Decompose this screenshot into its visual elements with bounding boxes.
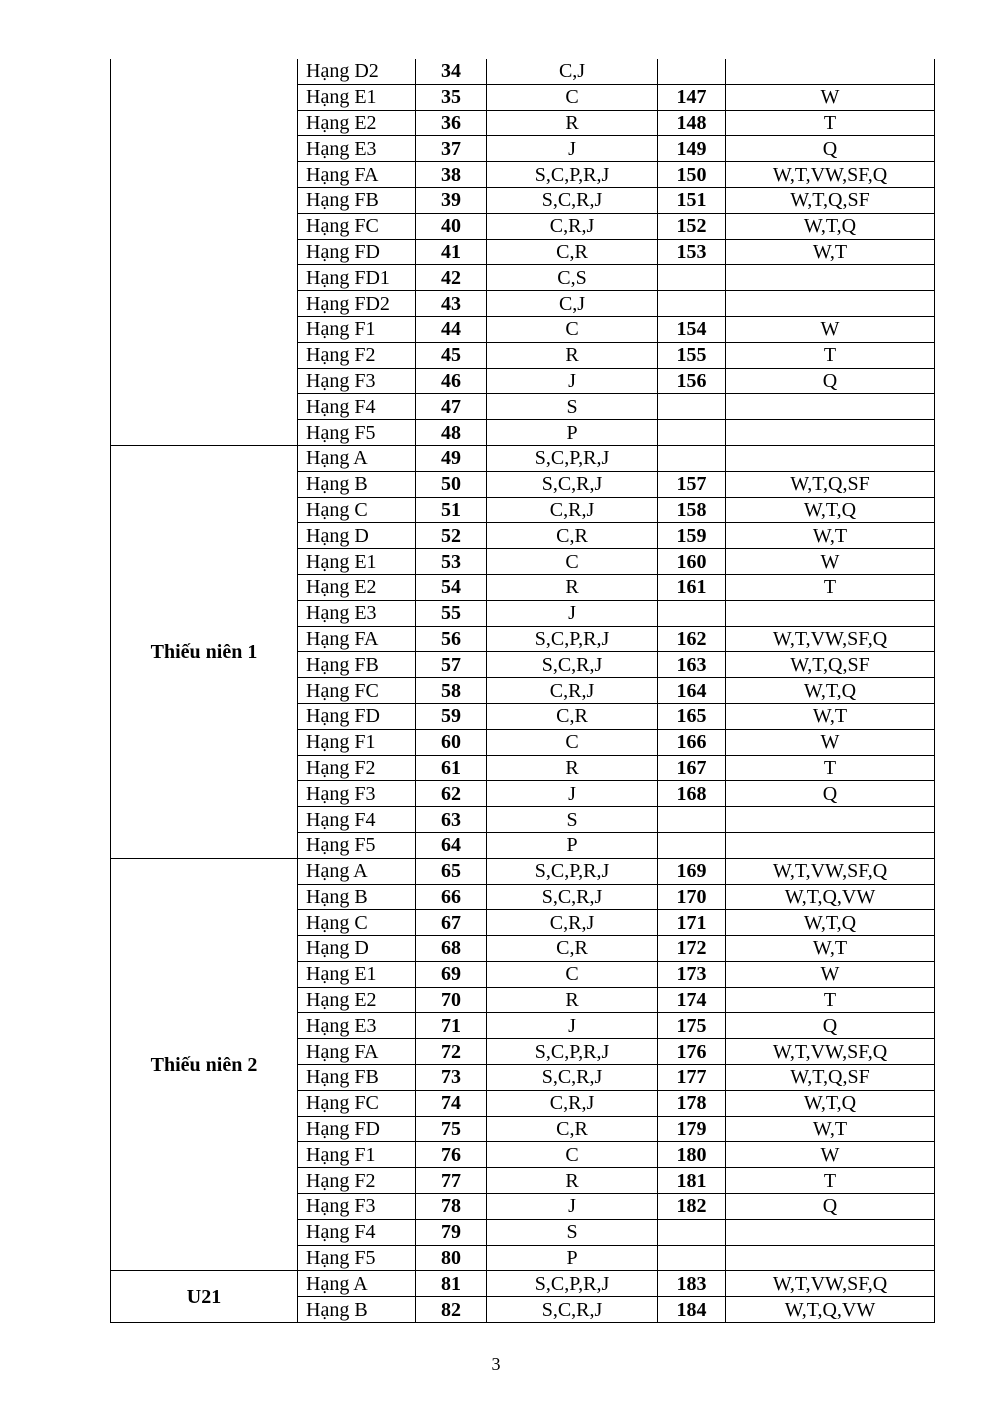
class-name-cell: Hạng A	[298, 445, 416, 471]
categories-2-cell: W,T,Q,SF	[726, 652, 935, 678]
categories-cell: P	[487, 1245, 658, 1271]
categories-2-cell: W,T,VW,SF,Q	[726, 1271, 935, 1297]
categories-2-cell: W	[726, 961, 935, 987]
class-name-cell: Hạng F3	[298, 1194, 416, 1220]
categories-cell: P	[487, 832, 658, 858]
event-code-2-cell: 172	[658, 936, 726, 962]
event-code-2-cell	[658, 291, 726, 317]
categories-2-cell	[726, 265, 935, 291]
categories-cell: C,S	[487, 265, 658, 291]
event-code-cell: 75	[416, 1116, 487, 1142]
group-label: U21	[111, 1271, 298, 1323]
class-name-cell: Hạng FA	[298, 626, 416, 652]
categories-cell: S,C,R,J	[487, 471, 658, 497]
event-code-2-cell: 174	[658, 987, 726, 1013]
event-code-cell: 55	[416, 600, 487, 626]
categories-2-cell: Q	[726, 781, 935, 807]
event-code-cell: 82	[416, 1297, 487, 1323]
class-name-cell: Hạng FA	[298, 1039, 416, 1065]
categories-cell: S,C,R,J	[487, 1065, 658, 1091]
table-body	[111, 59, 935, 1323]
categories-2-cell	[726, 832, 935, 858]
event-code-2-cell: 158	[658, 497, 726, 523]
class-name-cell: Hạng FC	[298, 1090, 416, 1116]
categories-2-cell: W,T	[726, 239, 935, 265]
event-code-cell: 64	[416, 832, 487, 858]
class-name-cell: Hạng E3	[298, 136, 416, 162]
event-code-2-cell: 183	[658, 1271, 726, 1297]
event-code-cell: 78	[416, 1194, 487, 1220]
categories-2-cell	[726, 59, 935, 84]
event-code-2-cell	[658, 420, 726, 446]
categories-2-cell: T	[726, 755, 935, 781]
categories-2-cell: W,T	[726, 523, 935, 549]
class-name-cell: Hạng F2	[298, 342, 416, 368]
event-code-2-cell: 157	[658, 471, 726, 497]
class-name-cell: Hạng B	[298, 1297, 416, 1323]
categories-2-cell: W,T	[726, 936, 935, 962]
class-name-cell: Hạng E3	[298, 1013, 416, 1039]
event-code-2-cell: 170	[658, 884, 726, 910]
categories-cell: C	[487, 1142, 658, 1168]
categories-2-cell: Q	[726, 136, 935, 162]
categories-cell: J	[487, 136, 658, 162]
event-code-2-cell: 179	[658, 1116, 726, 1142]
event-code-2-cell: 175	[658, 1013, 726, 1039]
event-code-2-cell	[658, 1219, 726, 1245]
group-label: Thiếu niên 1	[111, 445, 298, 858]
categories-cell: C,R	[487, 523, 658, 549]
event-code-cell: 65	[416, 858, 487, 884]
event-code-2-cell: 155	[658, 342, 726, 368]
categories-cell: S,C,R,J	[487, 1297, 658, 1323]
class-name-cell: Hạng F2	[298, 755, 416, 781]
categories-2-cell: W,T,Q	[726, 1090, 935, 1116]
categories-cell: R	[487, 574, 658, 600]
categories-cell: S,C,P,R,J	[487, 1039, 658, 1065]
event-code-cell: 68	[416, 936, 487, 962]
event-code-cell: 44	[416, 316, 487, 342]
class-name-cell: Hạng F4	[298, 1219, 416, 1245]
categories-2-cell: W	[726, 84, 935, 110]
table-row	[111, 59, 935, 84]
event-code-2-cell	[658, 600, 726, 626]
event-code-2-cell: 151	[658, 187, 726, 213]
event-code-cell: 57	[416, 652, 487, 678]
class-name-cell: Hạng F2	[298, 1168, 416, 1194]
class-name-cell: Hạng A	[298, 1271, 416, 1297]
event-code-cell: 50	[416, 471, 487, 497]
event-code-2-cell: 168	[658, 781, 726, 807]
categories-cell: C,R	[487, 936, 658, 962]
class-name-cell: Hạng F3	[298, 368, 416, 394]
categories-cell: S,C,R,J	[487, 652, 658, 678]
class-name-cell: Hạng C	[298, 910, 416, 936]
class-name-cell: Hạng FD	[298, 703, 416, 729]
categories-2-cell: W	[726, 729, 935, 755]
class-name-cell: Hạng D	[298, 936, 416, 962]
class-name-cell: Hạng E2	[298, 987, 416, 1013]
categories-2-cell	[726, 291, 935, 317]
event-code-2-cell	[658, 832, 726, 858]
categories-cell: R	[487, 987, 658, 1013]
event-code-cell: 35	[416, 84, 487, 110]
categories-cell: J	[487, 781, 658, 807]
categories-cell: C	[487, 729, 658, 755]
event-code-cell: 36	[416, 110, 487, 136]
categories-2-cell: W,T,Q,VW	[726, 884, 935, 910]
event-code-cell: 63	[416, 807, 487, 833]
event-code-cell: 71	[416, 1013, 487, 1039]
categories-cell: C,R,J	[487, 910, 658, 936]
class-name-cell: Hạng F1	[298, 1142, 416, 1168]
categories-2-cell: W,T,VW,SF,Q	[726, 162, 935, 188]
categories-cell: S,C,R,J	[487, 884, 658, 910]
event-code-2-cell: 165	[658, 703, 726, 729]
categories-cell: S,C,P,R,J	[487, 858, 658, 884]
event-code-2-cell	[658, 394, 726, 420]
event-code-2-cell	[658, 265, 726, 291]
categories-cell: S,C,P,R,J	[487, 162, 658, 188]
categories-2-cell: W,T,Q,VW	[726, 1297, 935, 1323]
event-code-cell: 43	[416, 291, 487, 317]
event-code-2-cell: 153	[658, 239, 726, 265]
categories-cell: C	[487, 549, 658, 575]
categories-2-cell: Q	[726, 1194, 935, 1220]
categories-2-cell: W,T,Q	[726, 678, 935, 704]
event-code-2-cell	[658, 445, 726, 471]
class-name-cell: Hạng E2	[298, 110, 416, 136]
event-code-cell: 40	[416, 213, 487, 239]
event-code-2-cell: 161	[658, 574, 726, 600]
class-name-cell: Hạng FA	[298, 162, 416, 188]
event-code-2-cell: 182	[658, 1194, 726, 1220]
class-name-cell: Hạng F4	[298, 807, 416, 833]
categories-2-cell	[726, 807, 935, 833]
class-name-cell: Hạng FD2	[298, 291, 416, 317]
event-code-cell: 80	[416, 1245, 487, 1271]
class-name-cell: Hạng F3	[298, 781, 416, 807]
categories-cell: R	[487, 110, 658, 136]
categories-cell: C,R	[487, 239, 658, 265]
event-code-cell: 70	[416, 987, 487, 1013]
event-code-2-cell: 160	[658, 549, 726, 575]
class-name-cell: Hạng F4	[298, 394, 416, 420]
categories-2-cell: W,T	[726, 1116, 935, 1142]
class-name-cell: Hạng A	[298, 858, 416, 884]
categories-cell: J	[487, 600, 658, 626]
event-code-cell: 67	[416, 910, 487, 936]
class-name-cell: Hạng E1	[298, 84, 416, 110]
categories-2-cell	[726, 420, 935, 446]
class-name-cell: Hạng FD	[298, 1116, 416, 1142]
event-code-cell: 41	[416, 239, 487, 265]
categories-2-cell: W,T,VW,SF,Q	[726, 858, 935, 884]
categories-cell: J	[487, 368, 658, 394]
event-code-cell: 76	[416, 1142, 487, 1168]
event-code-2-cell: 162	[658, 626, 726, 652]
categories-2-cell: W,T	[726, 703, 935, 729]
event-code-cell: 48	[416, 420, 487, 446]
event-code-cell: 66	[416, 884, 487, 910]
categories-cell: C	[487, 84, 658, 110]
class-name-cell: Hạng B	[298, 884, 416, 910]
event-code-cell: 53	[416, 549, 487, 575]
categories-cell: C	[487, 961, 658, 987]
event-code-2-cell	[658, 1245, 726, 1271]
class-name-cell: Hạng D2	[298, 59, 416, 84]
event-code-cell: 54	[416, 574, 487, 600]
categories-cell: R	[487, 1168, 658, 1194]
categories-2-cell: W,T,VW,SF,Q	[726, 1039, 935, 1065]
event-code-cell: 47	[416, 394, 487, 420]
event-code-2-cell: 159	[658, 523, 726, 549]
categories-cell: S	[487, 1219, 658, 1245]
group-label: Thiếu niên 2	[111, 858, 298, 1271]
categories-cell: C,R,J	[487, 678, 658, 704]
classification-table	[110, 59, 935, 1323]
categories-2-cell: W	[726, 316, 935, 342]
categories-2-cell: T	[726, 987, 935, 1013]
event-code-2-cell: 152	[658, 213, 726, 239]
class-name-cell: Hạng E3	[298, 600, 416, 626]
categories-cell: C	[487, 316, 658, 342]
categories-2-cell: T	[726, 342, 935, 368]
event-code-2-cell	[658, 807, 726, 833]
categories-2-cell: W,T,Q	[726, 497, 935, 523]
categories-cell: C,R,J	[487, 1090, 658, 1116]
group-label	[111, 59, 298, 445]
event-code-2-cell: 167	[658, 755, 726, 781]
categories-cell: C,R,J	[487, 497, 658, 523]
class-name-cell: Hạng B	[298, 471, 416, 497]
event-code-2-cell: 176	[658, 1039, 726, 1065]
class-name-cell: Hạng FB	[298, 187, 416, 213]
event-code-cell: 49	[416, 445, 487, 471]
event-code-cell: 56	[416, 626, 487, 652]
event-code-cell: 59	[416, 703, 487, 729]
event-code-cell: 51	[416, 497, 487, 523]
class-name-cell: Hạng FC	[298, 678, 416, 704]
event-code-cell: 81	[416, 1271, 487, 1297]
event-code-2-cell: 177	[658, 1065, 726, 1091]
class-name-cell: Hạng F1	[298, 729, 416, 755]
class-name-cell: Hạng F5	[298, 420, 416, 446]
table-row	[111, 858, 935, 884]
table-row	[111, 445, 935, 471]
event-code-2-cell: 178	[658, 1090, 726, 1116]
class-name-cell: Hạng E1	[298, 961, 416, 987]
class-name-cell: Hạng D	[298, 523, 416, 549]
categories-2-cell: Q	[726, 1013, 935, 1039]
event-code-2-cell: 173	[658, 961, 726, 987]
class-name-cell: Hạng FB	[298, 1065, 416, 1091]
categories-2-cell: W,T,Q,SF	[726, 1065, 935, 1091]
event-code-2-cell: 150	[658, 162, 726, 188]
categories-2-cell: W	[726, 1142, 935, 1168]
categories-cell: C,R	[487, 703, 658, 729]
categories-2-cell: W,T,Q,SF	[726, 471, 935, 497]
event-code-cell: 61	[416, 755, 487, 781]
categories-cell: S,C,R,J	[487, 187, 658, 213]
event-code-2-cell: 166	[658, 729, 726, 755]
categories-2-cell: T	[726, 110, 935, 136]
categories-cell: S,C,P,R,J	[487, 626, 658, 652]
class-name-cell: Hạng F5	[298, 832, 416, 858]
event-code-2-cell: 164	[658, 678, 726, 704]
categories-cell: C,R,J	[487, 213, 658, 239]
event-code-cell: 60	[416, 729, 487, 755]
event-code-cell: 72	[416, 1039, 487, 1065]
class-name-cell: Hạng FB	[298, 652, 416, 678]
categories-cell: R	[487, 755, 658, 781]
class-name-cell: Hạng E2	[298, 574, 416, 600]
class-name-cell: Hạng F1	[298, 316, 416, 342]
event-code-cell: 62	[416, 781, 487, 807]
event-code-cell: 77	[416, 1168, 487, 1194]
event-code-cell: 37	[416, 136, 487, 162]
categories-2-cell: T	[726, 1168, 935, 1194]
event-code-2-cell: 180	[658, 1142, 726, 1168]
table-row	[111, 1271, 935, 1297]
categories-2-cell: W,T,Q	[726, 910, 935, 936]
event-code-cell: 79	[416, 1219, 487, 1245]
class-name-cell: Hạng C	[298, 497, 416, 523]
categories-cell: S,C,P,R,J	[487, 445, 658, 471]
categories-cell: S	[487, 394, 658, 420]
categories-2-cell: W,T,Q	[726, 213, 935, 239]
categories-cell: S,C,P,R,J	[487, 1271, 658, 1297]
categories-cell: S	[487, 807, 658, 833]
event-code-cell: 58	[416, 678, 487, 704]
event-code-cell: 69	[416, 961, 487, 987]
class-name-cell: Hạng FD1	[298, 265, 416, 291]
event-code-2-cell: 181	[658, 1168, 726, 1194]
categories-2-cell	[726, 600, 935, 626]
categories-cell: J	[487, 1013, 658, 1039]
event-code-2-cell: 148	[658, 110, 726, 136]
categories-2-cell: T	[726, 574, 935, 600]
categories-2-cell: W	[726, 549, 935, 575]
categories-2-cell: W,T,VW,SF,Q	[726, 626, 935, 652]
categories-cell: R	[487, 342, 658, 368]
event-code-cell: 74	[416, 1090, 487, 1116]
categories-2-cell	[726, 1219, 935, 1245]
categories-cell: P	[487, 420, 658, 446]
event-code-2-cell: 169	[658, 858, 726, 884]
event-code-cell: 73	[416, 1065, 487, 1091]
categories-2-cell: W,T,Q,SF	[726, 187, 935, 213]
event-code-cell: 34	[416, 59, 487, 84]
event-code-cell: 45	[416, 342, 487, 368]
categories-2-cell	[726, 394, 935, 420]
categories-cell: J	[487, 1194, 658, 1220]
event-code-2-cell: 154	[658, 316, 726, 342]
event-code-cell: 52	[416, 523, 487, 549]
categories-cell: C,J	[487, 59, 658, 84]
categories-2-cell	[726, 1245, 935, 1271]
categories-cell: C,R	[487, 1116, 658, 1142]
categories-2-cell: Q	[726, 368, 935, 394]
event-code-2-cell: 171	[658, 910, 726, 936]
event-code-2-cell: 184	[658, 1297, 726, 1323]
event-code-cell: 46	[416, 368, 487, 394]
event-code-cell: 39	[416, 187, 487, 213]
page-number: 3	[491, 1354, 501, 1374]
event-code-cell: 42	[416, 265, 487, 291]
class-name-cell: Hạng FC	[298, 213, 416, 239]
event-code-2-cell: 156	[658, 368, 726, 394]
event-code-2-cell: 149	[658, 136, 726, 162]
categories-cell: C,J	[487, 291, 658, 317]
categories-2-cell	[726, 445, 935, 471]
event-code-cell: 38	[416, 162, 487, 188]
event-code-2-cell	[658, 59, 726, 84]
class-name-cell: Hạng E1	[298, 549, 416, 575]
class-name-cell: Hạng F5	[298, 1245, 416, 1271]
event-code-2-cell: 163	[658, 652, 726, 678]
event-code-2-cell: 147	[658, 84, 726, 110]
class-name-cell: Hạng FD	[298, 239, 416, 265]
